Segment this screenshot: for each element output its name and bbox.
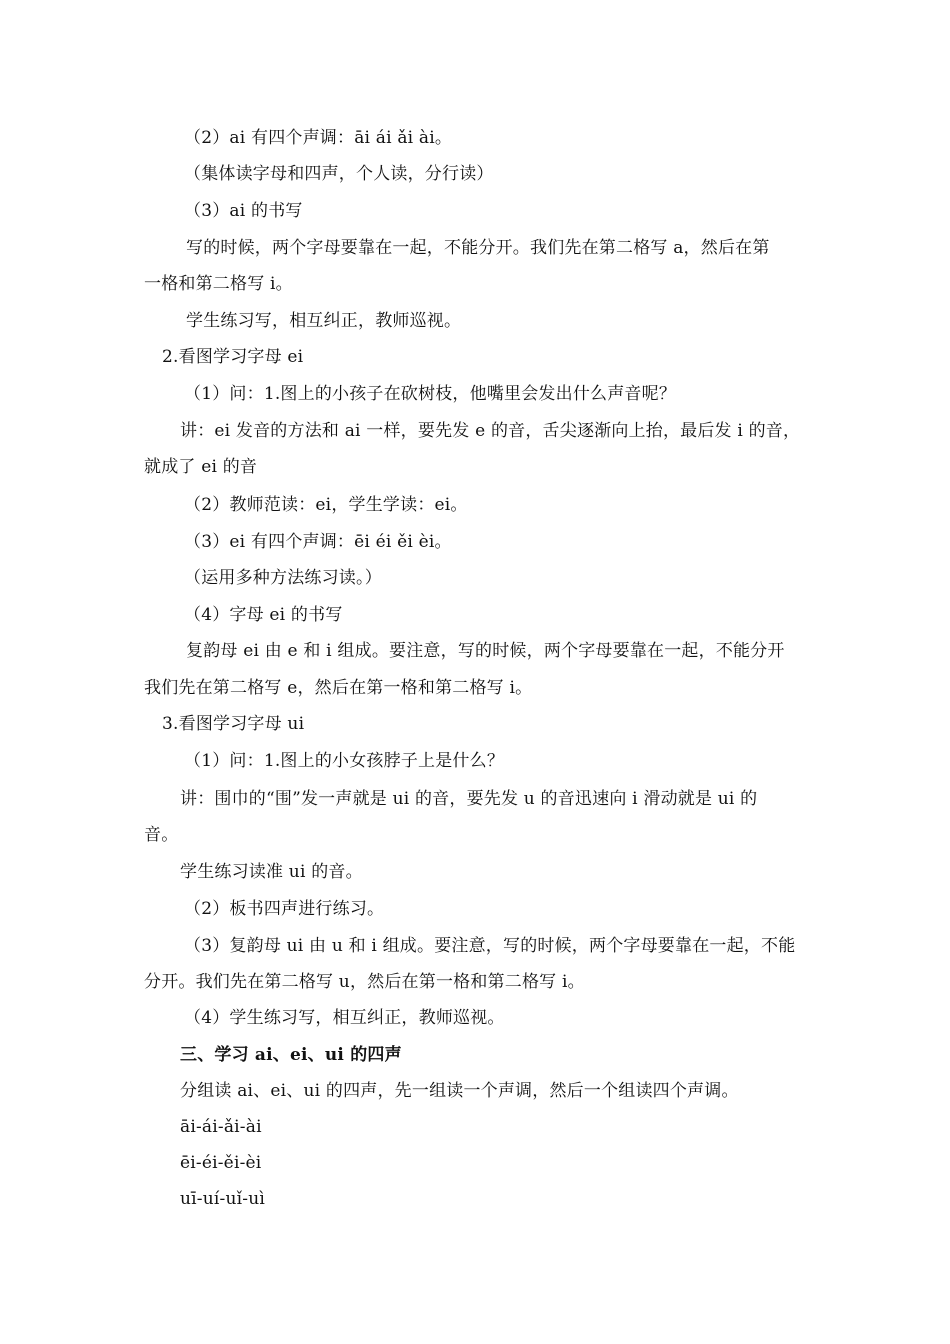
line-group-read-tones: 分组读 ai、ei、ui 的四声，先一组读一个声调，然后一个组读四个声调。	[180, 1081, 739, 1101]
line-ei-writing-1: 复韵母 ei 由 e 和 i 组成。要注意，写的时候，两个字母要靠在一起，不能分开	[186, 641, 785, 661]
line-ei-question: （1）问：1.图上的小孩子在砍树枝，他嘴里会发出什么声音呢？	[184, 384, 677, 404]
section-heading-ei: 2.看图学习字母 ei	[162, 347, 304, 367]
line-ui-explain-2: 音。	[144, 825, 179, 845]
line-ai-writing-2: 一格和第二格写 i。	[144, 274, 293, 294]
line-ui-board-tones: （2）板书四声进行练习。	[184, 899, 385, 919]
line-ui-writing-1: （3）复韵母 ui 由 u 和 i 组成。要注意，写的时候，两个字母要靠在一起，不能	[184, 936, 796, 956]
line-practice-1: 学生练习写，相互纠正，教师巡视。	[186, 311, 462, 331]
line-ui-question: （1）问：1.图上的小女孩脖子上是什么？	[184, 751, 505, 771]
line-ai-writing-heading: （3）ai 的书写	[184, 201, 303, 221]
line-ai-tones: （2）ai 有四个声调：āi ái ǎi ài。	[184, 128, 453, 148]
line-ei-tones: （3）ei 有四个声调：ēi éi ěi èi。	[184, 532, 452, 552]
line-ai-writing-1: 写的时候，两个字母要靠在一起，不能分开。我们先在第二格写 a，然后在第	[186, 238, 770, 258]
line-group-reading: （集体读字母和四声，个人读，分行读）	[184, 164, 494, 184]
line-ei-explain-1: 讲：ei 发音的方法和 ai 一样，要先发 e 的音，舌尖逐渐向上抬，最后发 i 的音，	[180, 421, 801, 441]
line-ei-model-reading: （2）教师范读：ei，学生学读：ei。	[184, 495, 468, 515]
line-ui-practice-writing: （4）学生练习写，相互纠正，教师巡视。	[184, 1008, 505, 1028]
line-ei-tone-sequence: ēi-éi-ěi-èi	[180, 1153, 262, 1173]
line-ei-practice-methods: （运用多种方法练习读。）	[184, 568, 382, 588]
line-ei-writing-heading: （4）字母 ei 的书写	[184, 605, 343, 625]
line-ui-writing-2: 分开。我们先在第二格写 u，然后在第一格和第二格写 i。	[144, 972, 585, 992]
line-ai-tone-sequence: āi-ái-ǎi-ài	[180, 1117, 262, 1137]
section-heading-ui: 3.看图学习字母 ui	[162, 714, 305, 734]
section-heading-four-tones: 三、学习 ai、ei、ui 的四声	[180, 1045, 402, 1065]
line-ei-writing-2: 我们先在第二格写 e，然后在第一格和第二格写 i。	[144, 678, 533, 698]
line-ui-tone-sequence: uī-uí-uǐ-uì	[180, 1189, 265, 1209]
line-ei-explain-2: 就成了 ei 的音	[144, 457, 258, 477]
line-ui-explain-1: 讲：围巾的“围”发一声就是 ui 的音，要先发 u 的音迅速向 i 滑动就是 ui 的	[180, 789, 758, 809]
line-ui-practice-reading: 学生练习读准 ui 的音。	[180, 862, 363, 882]
